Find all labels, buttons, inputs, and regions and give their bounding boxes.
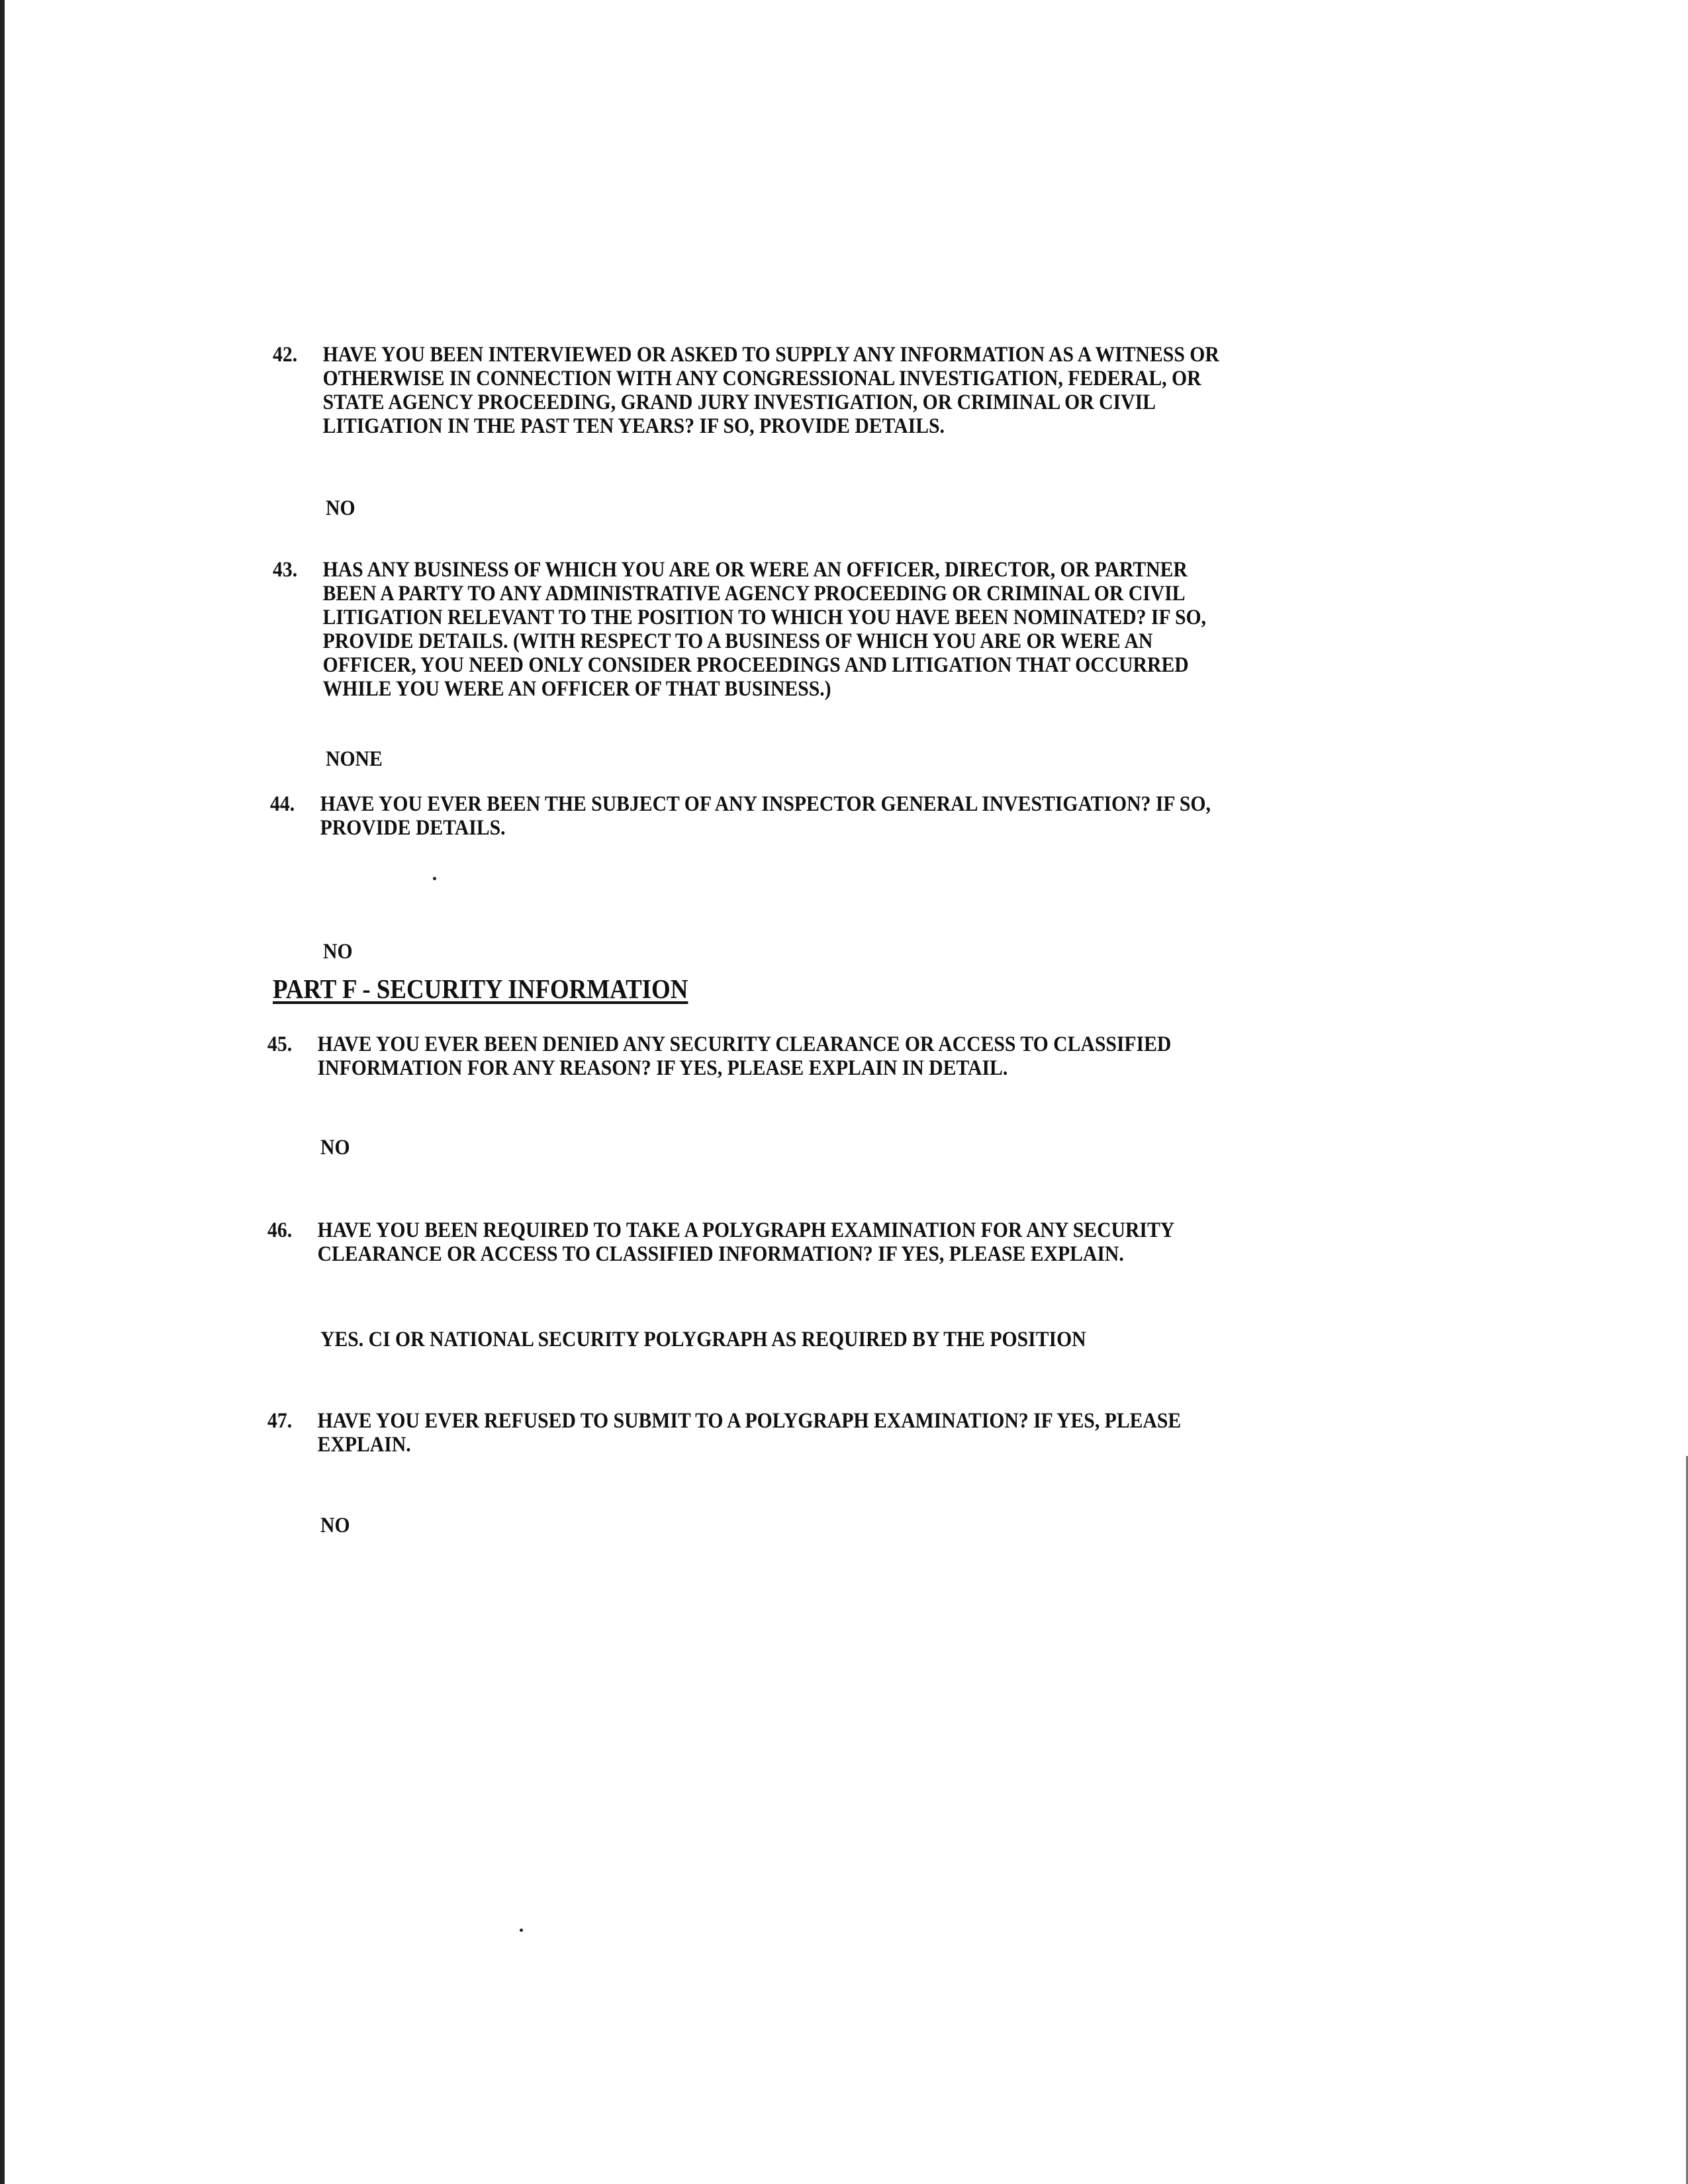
question-number: 43. bbox=[273, 558, 298, 582]
question-line: INFORMATION FOR ANY REASON? IF YES, PLEASE EXPLAIN IN DETAIL. bbox=[317, 1056, 1008, 1080]
question-text bbox=[323, 558, 1206, 701]
answer: YES. CI OR NATIONAL SECURITY POLYGRAPH AS REQUIRED BY THE POSITION bbox=[320, 1328, 1086, 1351]
question-line: BEEN A PARTY TO ANY ADMINISTRATIVE AGENCY PROCEEDING OR CRIMINAL OR CIVIL bbox=[322, 582, 1186, 606]
question-line: PROVIDE DETAILS. bbox=[320, 816, 506, 840]
question-line: HAVE YOU BEEN REQUIRED TO TAKE A POLYGRAPH EXAMINATION FOR ANY SECURITY bbox=[317, 1218, 1175, 1242]
question-line: EXPLAIN. bbox=[317, 1433, 411, 1457]
question-line: HAVE YOU BEEN INTERVIEWED OR ASKED TO SUPPLY ANY INFORMATION AS A WITNESS OR bbox=[322, 343, 1219, 367]
scan-speck bbox=[433, 877, 436, 880]
question-line: PROVIDE DETAILS. (WITH RESPECT TO A BUSINESS OF WHICH YOU ARE OR WERE AN bbox=[322, 629, 1153, 653]
question-line: LITIGATION IN THE PAST TEN YEARS? IF SO, PROVIDE DETAILS. bbox=[322, 414, 945, 438]
question-number: 47. bbox=[267, 1409, 293, 1433]
answer: NO bbox=[326, 496, 355, 520]
question-number: 42. bbox=[273, 343, 298, 367]
question-line: HAS ANY BUSINESS OF WHICH YOU ARE OR WERE AN OFFICER, DIRECTOR, OR PARTNER bbox=[322, 558, 1188, 582]
question-number: 46. bbox=[267, 1218, 293, 1242]
question-line: OTHERWISE IN CONNECTION WITH ANY CONGRESSIONAL INVESTIGATION, FEDERAL, OR bbox=[322, 367, 1201, 390]
question-text bbox=[318, 1032, 1172, 1080]
question-text bbox=[323, 343, 1219, 438]
question-line: HAVE YOU EVER BEEN DENIED ANY SECURITY CLEARANCE OR ACCESS TO CLASSIFIED bbox=[317, 1032, 1172, 1056]
scan-speck bbox=[520, 1929, 523, 1932]
answer: NO bbox=[320, 1514, 350, 1537]
answer: NO bbox=[323, 940, 353, 964]
question-text bbox=[318, 1218, 1175, 1266]
answer: NONE bbox=[326, 747, 383, 771]
question-line: STATE AGENCY PROCEEDING, GRAND JURY INVESTIGATION, OR CRIMINAL OR CIVIL bbox=[322, 390, 1156, 414]
question-line: CLEARANCE OR ACCESS TO CLASSIFIED INFORMATION? IF YES, PLEASE EXPLAIN. bbox=[317, 1242, 1124, 1266]
question-line: HAVE YOU EVER BEEN THE SUBJECT OF ANY INSPECTOR GENERAL INVESTIGATION? IF SO, bbox=[320, 792, 1211, 816]
answer: NO bbox=[320, 1136, 350, 1160]
scan-left-edge bbox=[0, 0, 5, 2184]
question-number: 44. bbox=[270, 792, 295, 816]
question-text bbox=[318, 1409, 1182, 1457]
question-line: LITIGATION RELEVANT TO THE POSITION TO WHICH YOU HAVE BEEN NOMINATED? IF SO, bbox=[322, 606, 1206, 629]
question-line: WHILE YOU WERE AN OFFICER OF THAT BUSINESS.) bbox=[322, 677, 831, 701]
question-text bbox=[320, 792, 1211, 840]
question-number: 45. bbox=[267, 1032, 293, 1056]
question-line: HAVE YOU EVER REFUSED TO SUBMIT TO A POLYGRAPH EXAMINATION? IF YES, PLEASE bbox=[317, 1409, 1182, 1433]
question-line: OFFICER, YOU NEED ONLY CONSIDER PROCEEDINGS AND LITIGATION THAT OCCURRED bbox=[322, 653, 1189, 677]
section-heading: PART F - SECURITY INFORMATION bbox=[273, 974, 688, 1004]
